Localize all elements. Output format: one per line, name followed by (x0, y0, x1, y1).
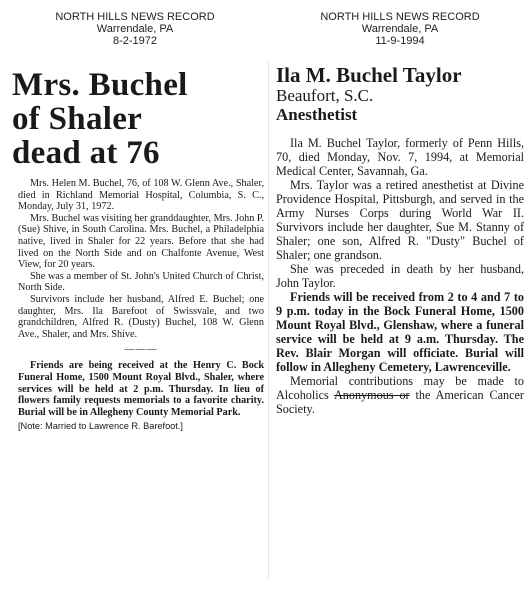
publication-date: 8-2-1972 (112, 35, 158, 47)
paragraph-preceded: She was preceded in death by her husband, John Taylor. (276, 262, 524, 290)
obituary-clipping-1972 (4, 0, 266, 432)
paragraph-survivors: Survivors include her husband, Alfred E. Buchel; one daughter, Mrs. Ila Barefoot of Swissvale, and two grandchildren, Alfred R. (Dusty) Buchel, 108 W. Glenn Ave., Shaler, and Mrs. Shive. (18, 293, 264, 340)
headline-line-2: of Shaler (12, 101, 143, 137)
publication-date: 11-9-1994 (375, 35, 425, 47)
source-header-1994 (276, 11, 524, 47)
headline (12, 68, 266, 170)
paragraph-church: She was a member of St. John's United Church of Christ, North Side. (18, 270, 264, 294)
newspaper-location: Warrendale, PA (361, 23, 439, 35)
paragraph-death-notice: Mrs. Helen M. Buchel, 76, of 108 W. Glenn Ave., Shaler, died in Richland Memorial Hospital, Columbia, S. C., Monday, July 31, 1972. (18, 178, 264, 213)
section-divider: ——— (124, 344, 158, 356)
headline-occupation: Anesthetist (276, 105, 358, 124)
memorial-text-start: Memorial contributions may be made to Alcoholics (276, 374, 524, 402)
newspaper-name: NORTH HILLS NEWS RECORD (55, 11, 215, 23)
paragraph-funeral: Friends will be received from 2 to 4 and 7 to 9 p.m. today in the Bock Funeral Home, 1500 Mount Royal Blvd., Glenshaw, where a funeral service will be held at 9 a.m. Thursday. The Rev. Blair Morgan will officiate. Burial will follow in Allegheny Cemetery, Lawrenceville. (276, 290, 524, 374)
newspaper-location: Warrendale, PA (96, 23, 174, 35)
paragraph-funeral: Friends are being received at the Henry C. Bock Funeral Home, 1500 Mount Royal Blvd., Shaler, where services will be held at 2 p.m. Thursday. In lieu of flowers family requests memorials to a favorite charity. Burial will be in Allegheny County Memorial Park. (18, 360, 264, 418)
paragraph-death-notice: Ila M. Buchel Taylor, formerly of Penn Hills, 70, died Monday, Nov. 7, 1994, at Memorial Medical Center, Savannah, Ga. (276, 136, 524, 178)
column-gap (268, 60, 269, 580)
headline-line-1: Mrs. Buchel (12, 67, 188, 103)
article-body-1994 (276, 136, 524, 416)
article-body-1972 (18, 178, 264, 418)
memorial-struck-text: Anonymous or (334, 388, 410, 402)
obituary-clipping-1994 (276, 0, 524, 416)
paragraph-background: Mrs. Buchel was visiting her granddaughter, Mrs. John P. (Sue) Shive, in South Carolina. Mrs. Buchel, a Philadelphia native, lived in Shaler for 22 years. Before that she had lived on the North Side and on Chalfonte Avenue, West View, for 20 years. (18, 212, 264, 271)
newspaper-name: NORTH HILLS NEWS RECORD (320, 11, 480, 23)
editor-note: [Note: Married to Lawrence R. Barefoot.] (18, 421, 183, 432)
memorial-text-end: the American Cancer Society. (276, 388, 524, 416)
paragraph-career-survivors: Mrs. Taylor was a retired anesthetist at Divine Providence Hospital, Pittsburgh, and served in the Army Nurses Corps during World War II. Survivors include her daughter, Sue M. Stanny of Shaler; one son, Alfred R. "Dusty" Buchel of Shaler; one grandson. (276, 178, 524, 262)
headline-line-3: dead at 76 (12, 135, 160, 171)
source-header-1972 (4, 11, 266, 47)
headline-location: Beaufort, S.C. (276, 86, 374, 105)
headline-name: Ila M. Buchel Taylor (276, 63, 462, 87)
headline-block (276, 64, 524, 124)
paragraph-memorials (276, 374, 524, 416)
